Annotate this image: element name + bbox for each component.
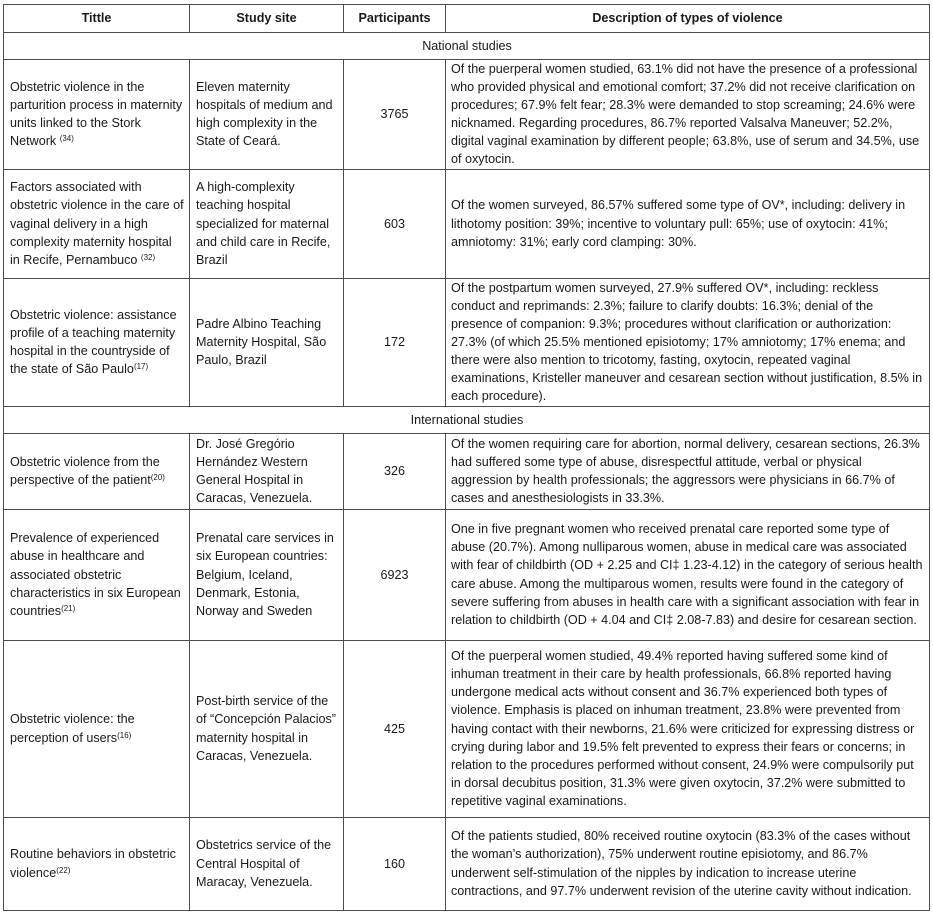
section-row xyxy=(4,406,930,433)
row-description: Of the patients studied, 80% received routine oxytocin (83.3% of the cases without the woman’s authorization), 75% underwent routine episiotomy, and 86.7% underwent self-stimulation of the nipples by indication to increase uterine contractions, and 97.7% underwent revision of the uterine cavity without indication. xyxy=(446,817,930,910)
row-title: Obstetric violence in the parturition process in maternity units linked to the Stork Network $^{(34)}$ xyxy=(4,60,190,170)
section-row xyxy=(4,33,930,60)
header-description: Description of types of violence xyxy=(446,5,930,33)
row-description: Of the women requiring care for abortion, normal delivery, cesarean sections, 26.3% had suffered some type of abuse, disrespectful attitude, verbal or physical aggression by health professionals; the aggressors were physicians in 66.7% of cases and anesthesiologists in 33.3%. xyxy=(446,433,930,509)
row-title: Obstetric violence: the perception of users$^{(16)}$ xyxy=(4,640,190,817)
row-description: Of the postpartum women surveyed, 27.9% suffered OV*, including: reckless conduct and reprimands: 2.3%; failure to clarify doubts: 16.3%; denial of the presence of companion: 9.3%; procedures without clarification or authorization: 27.3% (of which 25.5% mentioned episiotomy; 17% amniotomy; 17% enema; and there were also mention to tricotomy, fasting, oxytocin, repeated vaginal examinations, Kristeller maneuver and cesarean section without justification, 8.5% in each procedure). xyxy=(446,278,930,406)
section-label: International studies xyxy=(4,406,930,433)
reference: (16) xyxy=(117,730,132,740)
row-title: Obstetric violence from the perspective of the patient$^{(20)}$ xyxy=(4,433,190,509)
reference: (34) xyxy=(59,134,74,144)
row-participants: 172 xyxy=(344,278,446,406)
section-label: National studies xyxy=(4,33,930,60)
table-row xyxy=(4,509,930,640)
row-study-site: Post-birth service of the of “Concepción Palacios” maternity hospital in Caracas, Venezuela. xyxy=(190,640,344,817)
reference: (22) xyxy=(56,865,71,875)
row-title: Obstetric violence: assistance profile of a teaching maternity hospital in the countryside of the state of São Paulo$^{(17)}$ xyxy=(4,278,190,406)
row-study-site: Eleven maternity hospitals of medium and high complexity in the State of Ceará. xyxy=(190,60,344,170)
studies-table xyxy=(3,4,930,911)
row-study-site: A high-complexity teaching hospital specialized for maternal and child care in Recife, Brazil xyxy=(190,169,344,278)
table-row xyxy=(4,433,930,509)
row-title: Routine behaviors in obstetric violence$^{(22)}$ xyxy=(4,817,190,910)
row-description: One in five pregnant women who received prenatal care reported some type of abuse (20.7%). Among nulliparous women, abuse in medical care was associated with fear of childbirth (OD + 2.25 and CI‡ 1.23-4.12) in the category of serious health care abuse. Among the multiparous women, results were found in the category of severe suffering from abuses in health care with a significant association with fear in relation to childbirth (OD + 4.04 and CI‡ 2.08-7.83) and desire for cesarean section. xyxy=(446,509,930,640)
row-title: Prevalence of experienced abuse in healthcare and associated obstetric characteristics in six European countries$^{(21)}$ xyxy=(4,509,190,640)
row-participants: 160 xyxy=(344,817,446,910)
row-participants: 326 xyxy=(344,433,446,509)
table-row xyxy=(4,169,930,278)
row-participants: 603 xyxy=(344,169,446,278)
table-row xyxy=(4,278,930,406)
reference: (21) xyxy=(61,603,76,613)
row-study-site: Obstetrics service of the Central Hospital of Maracay, Venezuela. xyxy=(190,817,344,910)
row-description: Of the puerperal women studied, 49.4% reported having suffered some kind of inhuman treatment in their care by health professionals, 66.8% reported having undergone medical acts without consent and 36.7% experienced both types of violence. Emphasis is placed on inhuman treatment, 23.8% were prevented from having contact with their newborns, 21.6% were criticized for expressing distress or crying during labor and 19.5% felt prevented to express their fears or concerns; in relation to the procedures performed without consent, 24.9% were compulsorily put in dorsal decubitus position, 31.3% were given oxytocin, 37.2% were submitted to repetitive vaginal examinations. xyxy=(446,640,930,817)
table-row xyxy=(4,640,930,817)
header-participants: Participants xyxy=(344,5,446,33)
row-participants: 3765 xyxy=(344,60,446,170)
row-description: Of the women surveyed, 86.57% suffered some type of OV*, including: delivery in lithotomy position: 39%; incentive to voluntary pull: 65%; use of oxytocin: 41%; amniotomy: 31%; early cord clamping: 30%. xyxy=(446,169,930,278)
row-title: Factors associated with obstetric violence in the care of vaginal delivery in a high complexity maternity hospital in Recife, Pernambuco $^{(32)}$ xyxy=(4,169,190,278)
header-title: Tittle xyxy=(4,5,190,33)
reference: (20) xyxy=(150,473,165,483)
header-row xyxy=(4,5,930,33)
table-row xyxy=(4,60,930,170)
reference: (32) xyxy=(140,252,156,262)
row-participants: 6923 xyxy=(344,509,446,640)
reference: (17) xyxy=(133,362,149,372)
row-study-site: Dr. José Gregório Hernández Western General Hospital in Caracas, Venezuela. xyxy=(190,433,344,509)
row-study-site: Prenatal care services in six European countries: Belgium, Iceland, Denmark, Estonia, Norway and Sweden xyxy=(190,509,344,640)
row-participants: 425 xyxy=(344,640,446,817)
row-study-site: Padre Albino Teaching Maternity Hospital, São Paulo, Brazil xyxy=(190,278,344,406)
header-study-site: Study site xyxy=(190,5,344,33)
table-row xyxy=(4,817,930,910)
row-description: Of the puerperal women studied, 63.1% did not have the presence of a professional who provided physical and emotional comfort; 37.2% did not receive clarification on procedures; 67.9% felt fear; 28.3% were demanded to stop screaming; 24.6% were nicknamed. Regarding procedures, 86.7% reported Valsalva Maneuver; 52.2%, digital vaginal examination by different people; 63.8%, use of serum and 34.5%, use of oxytocin. xyxy=(446,60,930,170)
